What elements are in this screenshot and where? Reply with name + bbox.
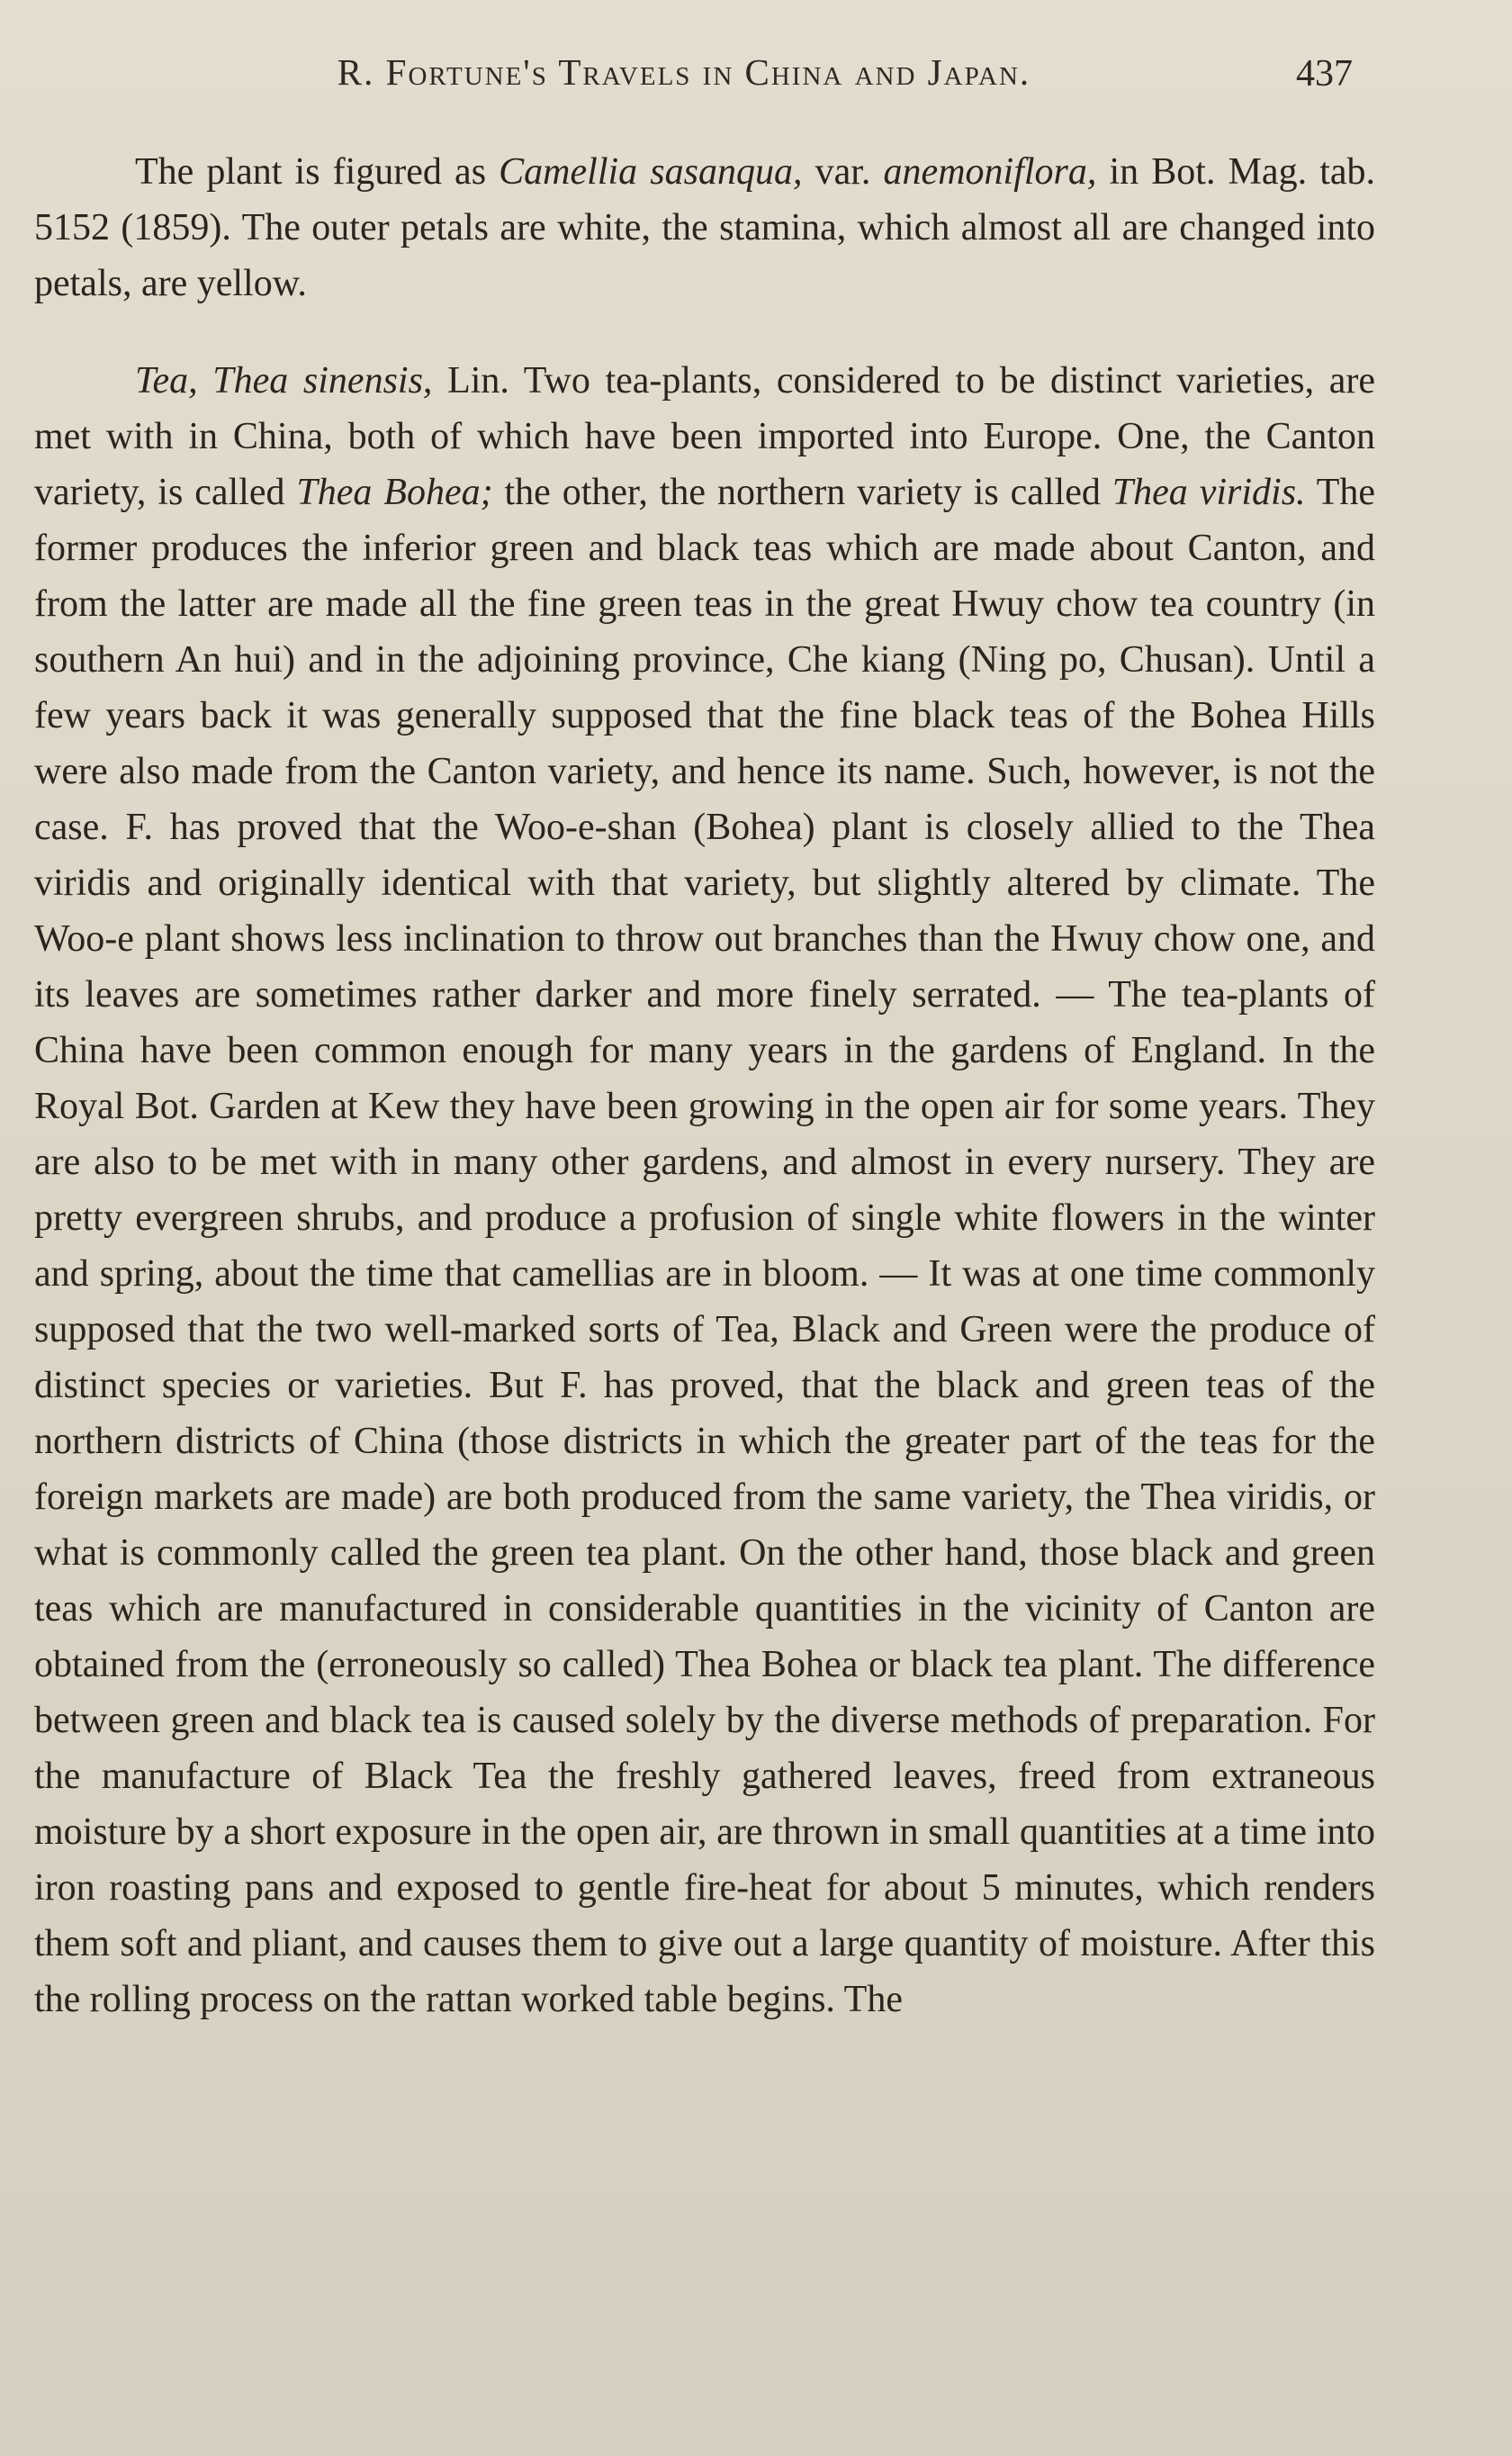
text-segment: The former produces the inferior green and black teas which are made about Canton, and from the latter are made all the fine green teas in the great Hwuy chow tea country (in southern An hui) and in the adjoining province, Che kiang (Ning po, Chusan). Until a few years back it was generally supposed that the fine black teas of the Bohea Hills were also made from the Canton variety, and hence its name. Such, however, is not the case. F. has proved that the Woo-e-shan (Bohea) plant is closely allied to the Thea viridis and originally identical with that variety, but slightly altered by climate. The Woo-e plant shows less inclination to throw out branches than the Hwuy chow one, and its leaves are sometimes rather darker and more finely serrated. — The tea-plants of China have been common enough for many years in the gardens of England. In the Royal Bot. Garden at Kew they have been growing in the open air for some years. They are also to be met with in many other gardens, and almost in every nursery. They are pretty evergreen shrubs, and produce a profusion of single white flowers in the winter and spring, about the time that camellias are in bloom. — It was at one time commonly supposed that the two well-marked sorts of Tea, Black and Green were the produce of distinct species or varieties. But F. has proved, that the black and green teas of the northern districts of China (those districts in which the greater part of the teas for the foreign markets are made) are both produced from the same variety, the Thea viridis, or what is commonly called the green tea plant. On the other hand, those black and green teas which are manufactured in considerable quantities in the vicinity of Canton are obtained from the (erroneously so called) Thea Bohea or black tea plant. The difference between green and black tea is caused solely by the diverse methods of preparation. For the manufacture of Black Tea the freshly gathered leaves, freed from extraneous moisture by a short exposure in the open air, are thrown in small quantities at a time into iron roasting pans and exposed to gentle fire-heat for about 5 minutes, which renders them soft and pliant, and causes them to give out a large quantity of moisture. After this the rolling process on the rattan worked table begins. The <box>34 472 1375 2020</box>
running-head: R. Fortune's Travels in China and Japan. <box>337 51 1031 93</box>
page-header <box>0 50 1512 113</box>
text-segment: the other, the northern variety is called <box>492 472 1112 513</box>
text-segment: The plant is figured as <box>135 151 500 193</box>
body-text <box>34 144 1375 2027</box>
paragraph-tea <box>34 353 1375 2027</box>
page-number: 437 <box>1296 53 1353 95</box>
variety-name: Thea viridis. <box>1112 472 1306 513</box>
variety-name: anemoniflora, <box>883 151 1097 193</box>
variety-name: Thea Bohea; <box>296 472 493 513</box>
species-name: Tea, Thea sinensis, <box>135 360 433 402</box>
species-name: Camellia sasanqua, <box>499 151 803 193</box>
paragraph-camellia <box>34 144 1375 312</box>
text-segment: in Bot. Mag. tab. 5152 (1859). The outer petals are white, the stamina, which almost all are changed into petals, are yellow. <box>34 151 1376 304</box>
text-segment: var. <box>802 151 884 193</box>
text-segment: Lin. Two tea-plants, considered to be distinct varieties, are met with in China, both of which have been imported into Europe. One, the Canton variety, is called <box>34 360 1375 513</box>
